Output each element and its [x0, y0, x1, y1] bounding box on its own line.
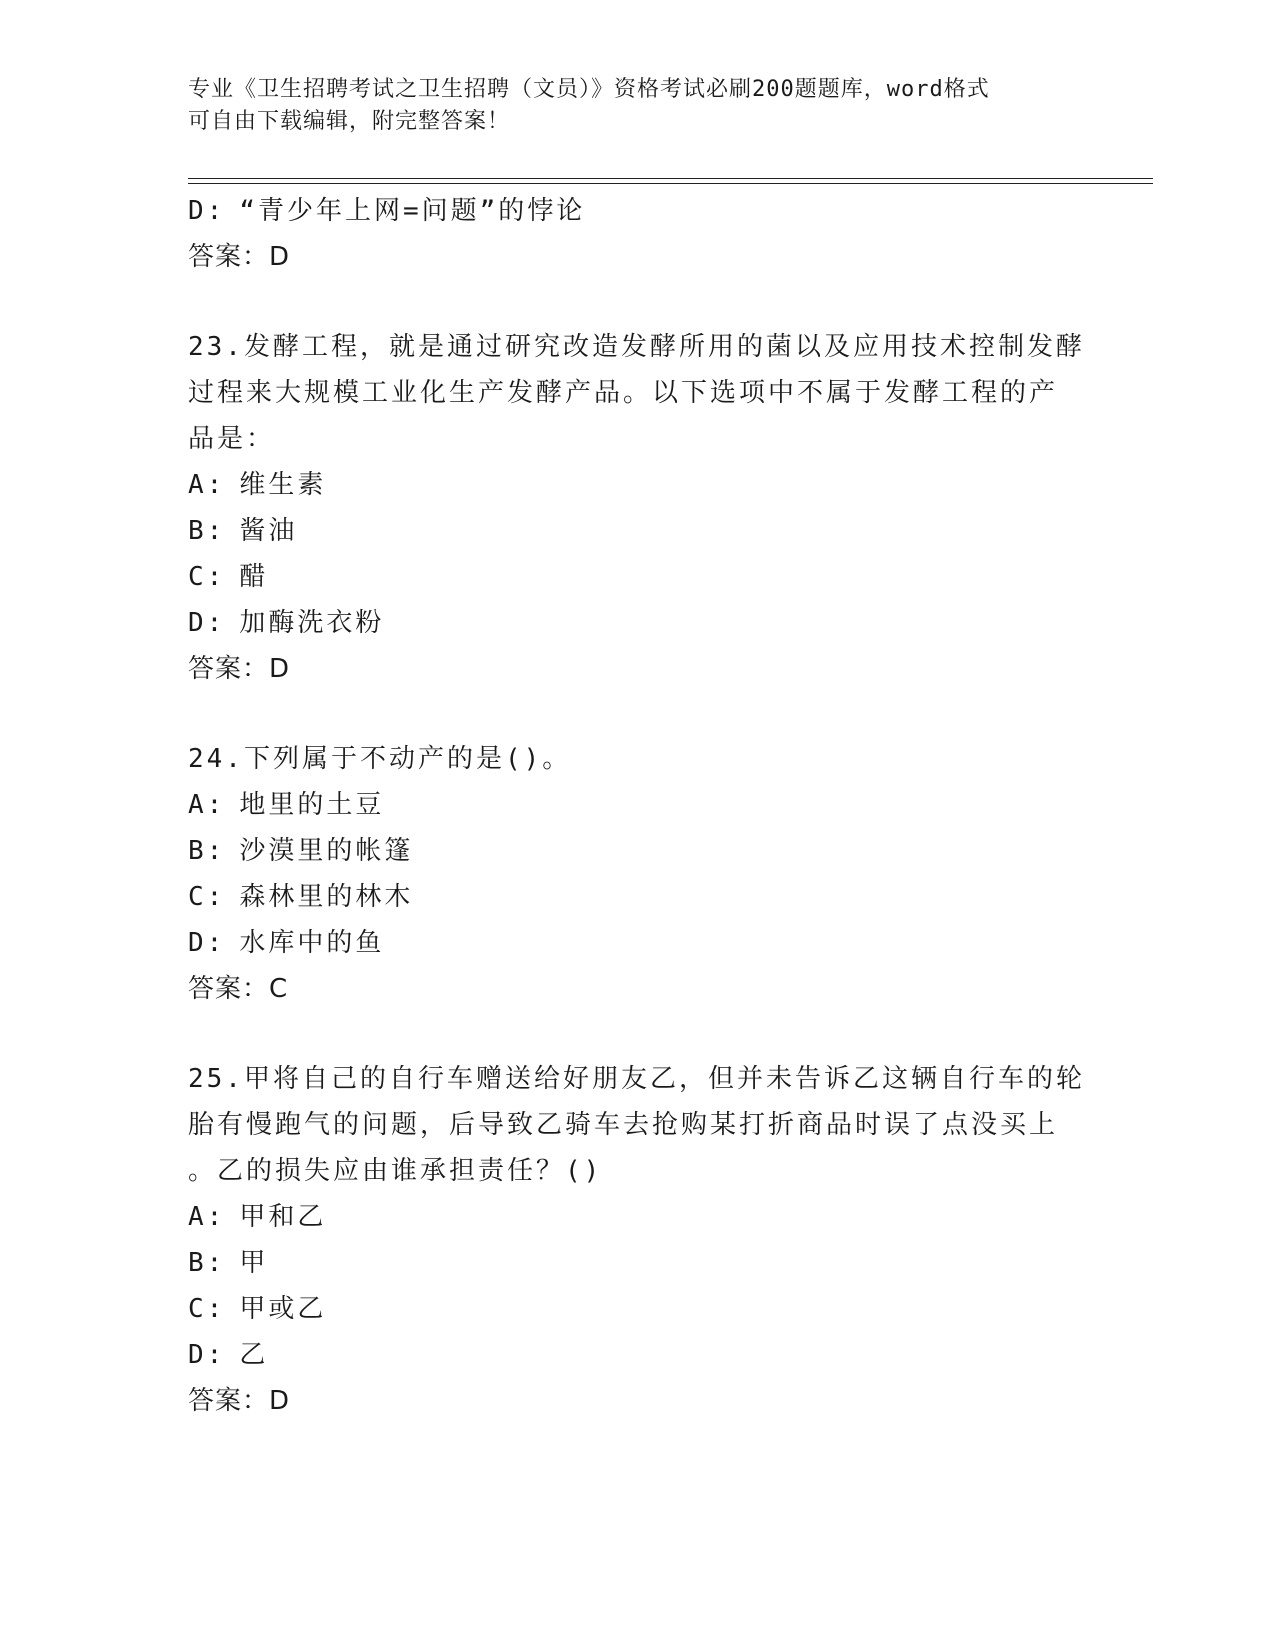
question-text-line: 25.甲将自己的自行车赠送给好朋友乙，但并未告诉乙这辆自行车的轮: [188, 1064, 1085, 1094]
option-d: [188, 920, 1078, 966]
option-key: A:: [188, 470, 226, 500]
question-text-line: 。乙的损失应由谁承担责任？(): [188, 1156, 603, 1186]
option-c: [188, 874, 1078, 920]
option-key: A:: [188, 1202, 226, 1232]
option-key: B:: [188, 836, 226, 866]
question-text-line: 过程来大规模工业化生产发酵产品。以下选项中不属于发酵工程的产: [188, 378, 1059, 408]
option-key: C:: [188, 882, 226, 912]
option-d: [188, 600, 1078, 646]
option-key: A:: [188, 790, 226, 820]
header-title-line-2: 可自由下载编辑，附完整答案！: [188, 109, 511, 134]
option-text: 乙: [239, 1340, 269, 1370]
question-24: [188, 736, 1078, 1012]
header-title-line-1: 专业《卫生招聘考试之卫生招聘（文员）》资格考试必刷200题题库，word格式: [188, 77, 990, 102]
option-text: 地里的土豆: [239, 790, 385, 820]
option-text: “青少年上网=问题”的悖论: [239, 196, 586, 226]
option-a: [188, 462, 1078, 508]
option-key: D:: [188, 608, 226, 638]
question-22-tail: [188, 188, 1078, 280]
answer-line: 答案：D: [188, 1386, 291, 1416]
question-23: [188, 324, 1085, 692]
answer-line: 答案：D: [188, 242, 291, 272]
answer-line: 答案：D: [188, 654, 291, 684]
option-key: D:: [188, 1340, 226, 1370]
option-key: B:: [188, 1248, 226, 1278]
option-b: [188, 828, 1078, 874]
answer-line: 答案：C: [188, 974, 289, 1004]
option-text: 森林里的林木: [239, 882, 414, 912]
option-text: 甲: [239, 1248, 269, 1278]
question-text-line: 胎有慢跑气的问题，后导致乙骑车去抢购某打折商品时误了点没买上: [188, 1110, 1059, 1140]
option-text: 维生素: [239, 470, 327, 500]
option-text: 醋: [239, 562, 269, 592]
option-text: 加酶洗衣粉: [239, 608, 385, 638]
option-b: [188, 1240, 1078, 1286]
option-text: 酱油: [239, 516, 298, 546]
header-divider-top: [188, 178, 1153, 179]
option-d: [188, 188, 1078, 234]
option-key: C:: [188, 1294, 226, 1324]
header-divider-bottom: [188, 183, 1153, 184]
option-text: 沙漠里的帐篷: [239, 836, 414, 866]
document-body: [188, 188, 1085, 1424]
option-text: 甲和乙: [239, 1202, 327, 1232]
question-25: [188, 1056, 1085, 1424]
option-text: 水库中的鱼: [239, 928, 385, 958]
document-header: [188, 74, 1088, 138]
option-c: [188, 554, 1078, 600]
option-a: [188, 1194, 1078, 1240]
option-a: [188, 782, 1078, 828]
option-key: B:: [188, 516, 226, 546]
option-b: [188, 508, 1078, 554]
option-c: [188, 1286, 1078, 1332]
question-text-line: 24.下列属于不动产的是()。: [188, 744, 572, 774]
option-text: 甲或乙: [239, 1294, 327, 1324]
option-key: D:: [188, 196, 226, 226]
option-key: D:: [188, 928, 226, 958]
question-text-line: 品是：: [188, 424, 276, 454]
option-key: C:: [188, 562, 226, 592]
option-d: [188, 1332, 1078, 1378]
question-text-line: 23.发酵工程，就是通过研究改造发酵所用的菌以及应用技术控制发酵: [188, 332, 1085, 362]
